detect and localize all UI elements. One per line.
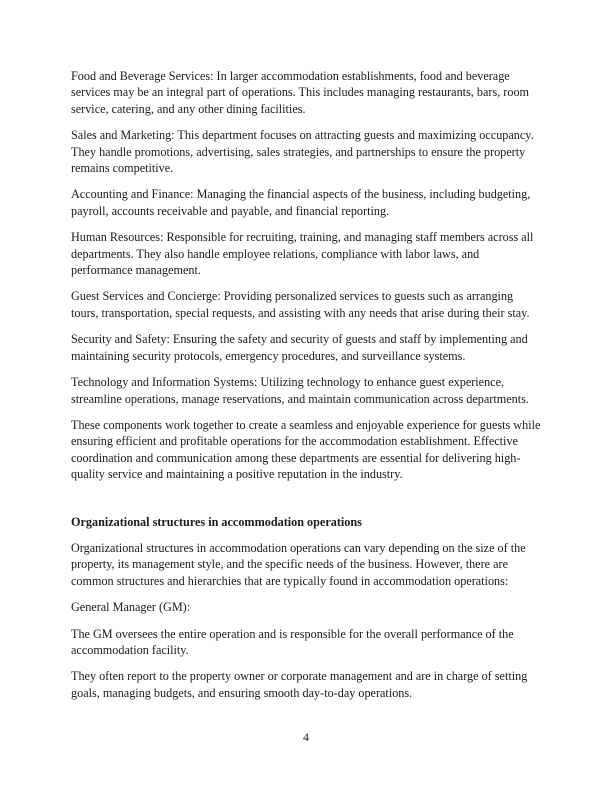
page-number: 4 (303, 730, 309, 744)
page-footer (0, 729, 612, 745)
body-paragraph: Food and Beverage Services: In larger accommodation establishments, food and beverage services may be an integral part of operations. This includes managing restaurants, bars, room service, catering, and any other dining facilities. (71, 69, 530, 116)
body-paragraph: Security and Safety: Ensuring the safety and security of guests and staff by implementing and maintaining security protocols, emergency procedures, and surveillance systems. (71, 332, 528, 363)
body-paragraph: They often report to the property owner or corporate management and are in charge of setting goals, managing budgets, and ensuring smooth day-to-day operations. (71, 669, 528, 700)
body-paragraph: Guest Services and Concierge: Providing personalized services to guests such as arranging tours, transportation, special requests, and assisting with any needs that arise during their stay. (71, 289, 530, 320)
body-paragraph: The GM oversees the entire operation and is responsible for the overall performance of the accommodation facility. (71, 626, 514, 657)
body-paragraph: Sales and Marketing: This department focuses on attracting guests and maximizing occupancy. They handle promotions, advertising, sales strategies, and partnerships to ensure the property remains competitive. (71, 128, 534, 176)
body-paragraph: These components work together to create a seamless and enjoyable experience for guests while ensuring efficient and profitable operations for the accommodation establishment. Effective coordination and communication among these departments are essential for delivering high-quality service and maintaining a positive reputation in the industry. (71, 417, 541, 482)
body-paragraph: Accounting and Finance: Managing the financial aspects of the business, including budgeting, payroll, accounts receivable and payable, and financial reporting. (71, 187, 531, 218)
section-heading: Organizational structures in accommodation operations (71, 514, 362, 529)
body-paragraph: Organizational structures in accommodation operations can vary depending on the size of the property, its management style, and the specific needs of the business. However, there are common structures and hierarchies that are typically found in accommodation operations: (71, 540, 526, 588)
page-content (71, 68, 542, 711)
body-paragraph: Human Resources: Responsible for recruiting, training, and managing staff members across all departments. They also handle employee relations, compliance with labor laws, and performance management. (71, 230, 534, 278)
body-paragraph: General Manager (GM): (71, 600, 191, 615)
body-paragraph: Technology and Information Systems: Utilizing technology to enhance guest experience, streamline operations, manage reservations, and maintain communication across departments. (71, 375, 529, 406)
